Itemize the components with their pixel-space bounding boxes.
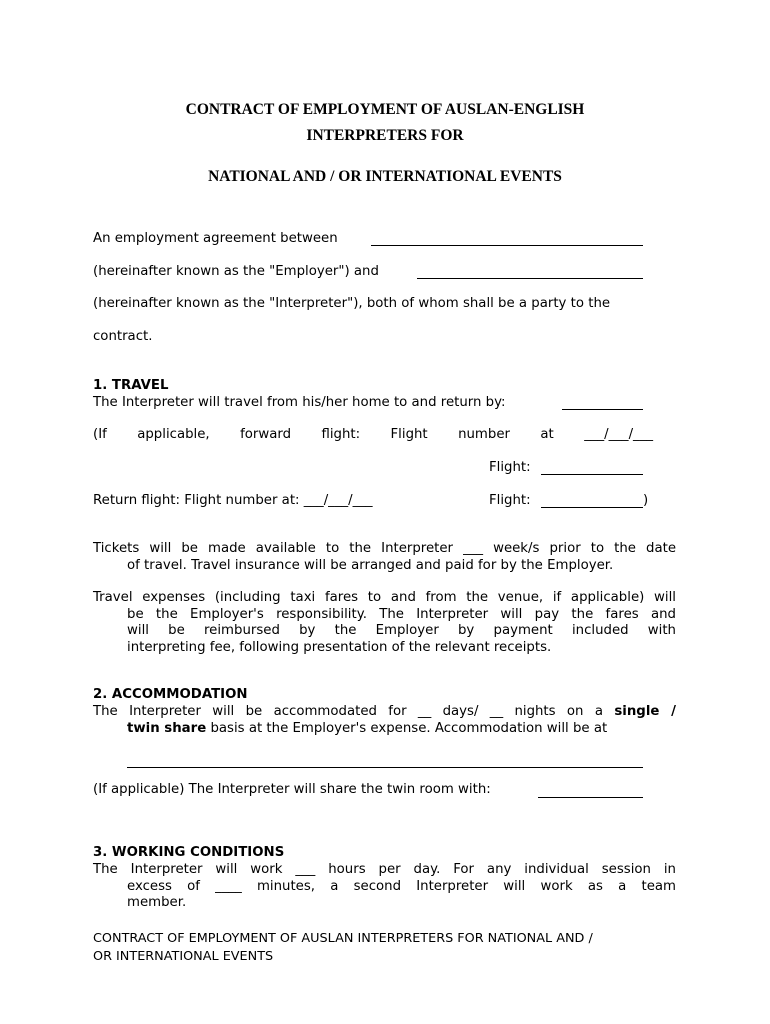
forward-flight-blank[interactable] bbox=[541, 474, 643, 475]
travel-mode-blank[interactable] bbox=[562, 409, 643, 410]
document-footer bbox=[93, 930, 663, 966]
section-travel-heading: 1. TRAVEL bbox=[93, 378, 169, 393]
expenses-line-1: Travel expenses (including taxi fares to and from the venue, if applicable) will bbox=[93, 590, 676, 605]
return-flight-close-paren: ) bbox=[643, 493, 649, 508]
accommodation-twin-share-bold: twin share bbox=[127, 720, 207, 736]
accommodation-paragraph bbox=[93, 704, 676, 737]
forward-word-1: (If bbox=[93, 427, 107, 442]
forward-word-6: number bbox=[458, 427, 510, 442]
intro-text-4: contract. bbox=[93, 329, 153, 344]
return-flight-blank[interactable] bbox=[541, 507, 643, 508]
expenses-line-2: be the Employer's responsibility. The Interpreter will pay the fares and bbox=[127, 606, 676, 622]
intro-text-1: An employment agreement between bbox=[93, 231, 338, 246]
accommodation-line-1-text: The Interpreter will be accommodated for __ days/ __ nights on a bbox=[93, 704, 603, 719]
forward-date-field[interactable]: ___/___/___ bbox=[584, 427, 653, 442]
forward-word-2: applicable, bbox=[137, 427, 210, 442]
employer-name-blank[interactable] bbox=[371, 245, 643, 246]
tickets-line-1: Tickets will be made available to the Interpreter ___ week/s prior to the date bbox=[93, 541, 676, 556]
forward-word-5: Flight bbox=[390, 427, 428, 442]
section-accommodation-heading: 2. ACCOMMODATION bbox=[93, 687, 248, 702]
return-flight-text: Return flight: Flight number at: ___/___/___ bbox=[93, 493, 373, 508]
intro-text-2: (hereinafter known as the "Employer") and bbox=[93, 264, 379, 279]
title-line-2: INTERPRETERS FOR bbox=[306, 127, 464, 144]
intro-text-3: (hereinafter known as the "Interpreter"), both of whom shall be a party to the bbox=[93, 296, 611, 311]
footer-line-1: CONTRACT OF EMPLOYMENT OF AUSLAN INTERPRETERS FOR NATIONAL AND / bbox=[93, 931, 593, 946]
tickets-line-2: of travel. Travel insurance will be arranged and paid for by the Employer. bbox=[127, 557, 614, 573]
forward-word-3: forward bbox=[240, 427, 292, 442]
return-flight-label: Flight: bbox=[489, 493, 531, 508]
forward-flight-label: Flight: bbox=[489, 460, 531, 475]
expenses-line-4: interpreting fee, following presentation of the relevant receipts. bbox=[127, 639, 552, 655]
intro-employer-line bbox=[93, 231, 338, 246]
intro-interpreter-line bbox=[93, 264, 379, 279]
footer-line-2: OR INTERNATIONAL EVENTS bbox=[93, 949, 274, 964]
forward-flight-line bbox=[93, 427, 653, 442]
accommodation-line-2-text: basis at the Employer's expense. Accommodation will be at bbox=[210, 720, 608, 736]
title-line-1: CONTRACT OF EMPLOYMENT OF AUSLAN-ENGLISH bbox=[185, 101, 585, 118]
working-line-1: The Interpreter will work ___ hours per day. For any individual session in bbox=[93, 862, 676, 877]
working-line-3: member. bbox=[127, 895, 187, 910]
interpreter-name-blank[interactable] bbox=[417, 278, 643, 279]
expenses-paragraph bbox=[93, 590, 676, 656]
expenses-line-3: will be reimbursed by the Employer by payment included with bbox=[127, 623, 676, 638]
title-line-3: NATIONAL AND / OR INTERNATIONAL EVENTS bbox=[208, 168, 562, 185]
forward-word-7: at bbox=[540, 427, 554, 442]
working-paragraph bbox=[93, 862, 676, 912]
accommodation-address-blank[interactable] bbox=[127, 767, 643, 768]
forward-word-4: flight: bbox=[321, 427, 361, 442]
section-working-heading: 3. WORKING CONDITIONS bbox=[93, 845, 285, 860]
twin-share-blank[interactable] bbox=[538, 797, 643, 798]
working-line-2: excess of ____ minutes, a second Interpreter will work as a team bbox=[127, 878, 676, 894]
accommodation-single-bold: single / bbox=[614, 704, 677, 719]
travel-return-by: The Interpreter will travel from his/her home to and return by: bbox=[93, 395, 506, 410]
twin-share-text: (If applicable) The Interpreter will share the twin room with: bbox=[93, 782, 491, 797]
tickets-paragraph bbox=[93, 541, 676, 574]
accommodation-line-1 bbox=[93, 704, 676, 721]
accommodation-line-2 bbox=[93, 721, 676, 738]
